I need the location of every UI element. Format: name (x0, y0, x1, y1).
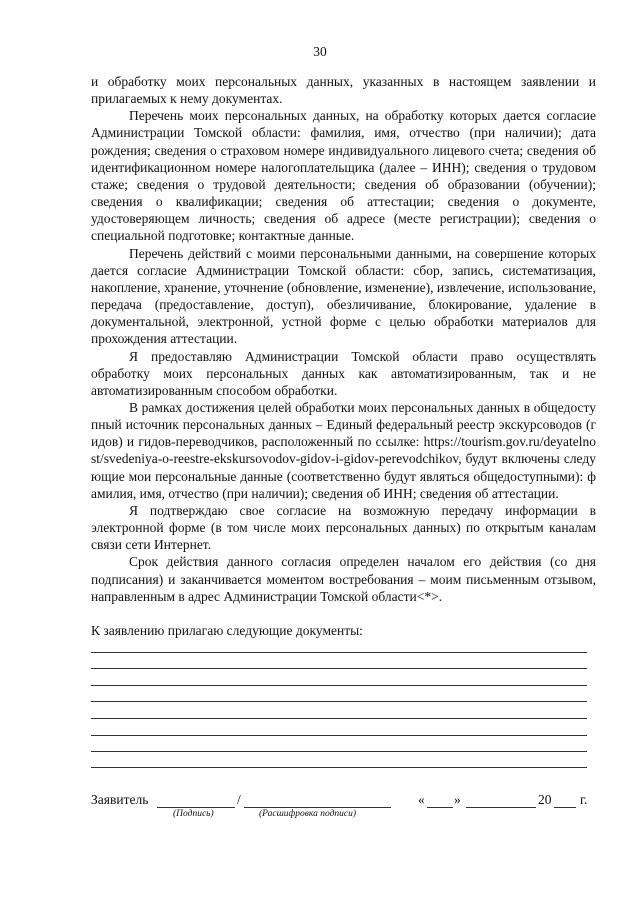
attachment-line-5[interactable] (91, 718, 587, 719)
year-suffix: г. (580, 792, 588, 807)
date-month-field[interactable] (466, 807, 536, 808)
date-day-field[interactable] (427, 807, 453, 808)
consent-text (91, 73, 596, 605)
signature-field[interactable] (157, 807, 235, 808)
attachments-label: К заявлению прилагаю следующие документы: (91, 623, 363, 638)
attachment-line-6[interactable] (91, 735, 587, 736)
paragraph-internet-transfer: Я подтверждаю свое согласие на возможную передачу информации в электронной форме (в том числе моих персональных данных) по открытым каналам связи сети Интернет. (91, 502, 596, 553)
attachment-line-2[interactable] (91, 668, 587, 669)
signature-decoding-field[interactable] (244, 807, 391, 808)
attachment-line-3[interactable] (91, 685, 587, 686)
date-year-field[interactable] (554, 807, 576, 808)
signature-slash: / (237, 792, 241, 807)
attachment-line-8[interactable] (91, 767, 587, 768)
paragraph-consent-term: Срок действия данного согласия определен началом его действия (со дня подписания) и заканчивается моментом востребования – моим письменным отзывом, направленным в адрес Администрации Томской области<*>. (91, 554, 596, 604)
year-prefix: 20 (538, 792, 552, 807)
paragraph-public-registry: В рамках достижения целей обработки моих персональных данных в общедоступный источник персональных данных – Единый федеральный реестр экскурсоводов (гидов) и гидов-переводчиков, расположенный по ссылке: https://tourism.gov.ru/deyatelnost/svedeniya-o-reestre-ekskursovodov-gidov-i-gidov-perevodchikov, будут включены следующие мои персональные данные (соответственно будут являться общедоступными): фамилия, имя, отчество (при наличии); сведения об ИНН; сведения об аттестации. (91, 399, 596, 501)
date-open-quote: « (418, 792, 425, 807)
paragraph-processing-right: Я предоставляю Администрации Томской области право осуществлять обработку моих персональных данных как автоматизированным, так и не автоматизированным способом обработки. (91, 348, 596, 398)
attachment-line-7[interactable] (91, 751, 587, 752)
date-close-quote: » (454, 792, 461, 807)
paragraph-continuation: и обработку моих персональных данных, указанных в настоящем заявлении и прилагаемых к нему документах. (91, 74, 596, 107)
paragraph-actions-list: Перечень действий с моими персональными данными, на совершение которых дается согласие Администрации Томской области: сбор, запись, систематизация, накопление, хранение, уточнение (обновление, изменение), извлечение, использование, передача (предоставление, доступ), обезличивание, блокирование, удаление в документальной, электронной, устной форме с целью обработки материалов для прохождения аттестации. (91, 245, 596, 347)
caption-signature: (Подпись) (173, 809, 214, 819)
caption-decoding: (Расшифровка подписи) (259, 809, 357, 819)
attachment-line-1[interactable] (91, 652, 587, 653)
page-number: 30 (313, 44, 327, 59)
applicant-label: Заявитель (91, 792, 149, 807)
attachment-line-4[interactable] (91, 701, 587, 702)
paragraph-personal-data-list: Перечень моих персональных данных, на обработку которых дается согласие Администрации Томской области: фамилия, имя, отчество (при наличии); дата рождения; сведения о страховом номере индивидуального лицевого счета; сведения об идентификационном номере налогоплательщика (далее – ИНН); сведения о трудовом стаже; сведения о трудовой деятельности; сведения об образовании (обучении); сведения о квалификации; сведения об аттестации; сведения о документе, удостоверяющем личность; сведения об адресе (месте регистрации); сведения о специальной подготовке; контактные данные. (91, 108, 596, 244)
